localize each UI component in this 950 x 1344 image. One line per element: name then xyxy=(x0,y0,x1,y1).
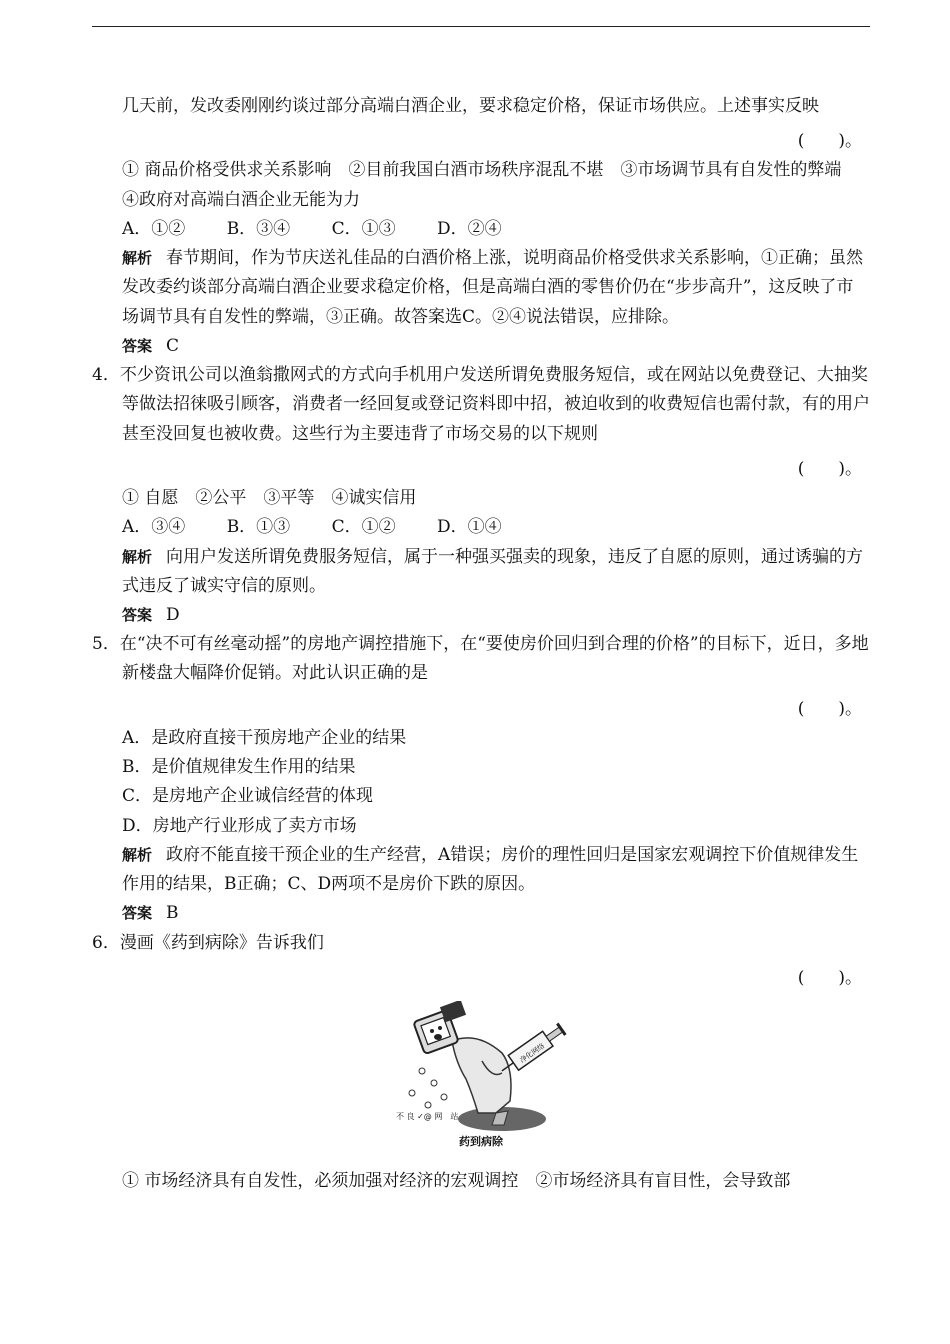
q3-option-a: A．①② xyxy=(122,218,186,239)
cartoon-eye xyxy=(430,1029,434,1033)
q3-option-c: C．①③ xyxy=(331,218,396,239)
q4-options xyxy=(92,513,870,542)
cartoon-figure-body xyxy=(452,1038,511,1113)
q5-answer xyxy=(92,899,870,928)
analysis-label: 解析 xyxy=(122,249,153,268)
q5-option-d: D．房地产行业形成了卖方市场 xyxy=(122,815,357,836)
cartoon-bit xyxy=(409,1090,415,1096)
q4-option-d: D．①④ xyxy=(437,517,502,538)
cartoon-figure xyxy=(92,1001,870,1161)
q3-answer xyxy=(92,332,870,361)
q4-analysis-text: 向用户发送所谓免费服务短信，属于一种强买强卖的现象，违反了自愿的原则，通过诱骗的方式违反了诚实守信的原则。 xyxy=(122,546,864,596)
q5-option-a: A．是政府直接干预房地产企业的结果 xyxy=(122,727,407,748)
q3-analysis-text: 春节期间，作为节庆送礼佳品的白酒价格上涨，说明商品价格受供求关系影响，①正确；虽然发改委约谈部分高端白酒企业要求稳定价格，但是高端白酒的零售价仍在“步步高升”，这反映了市场调节具有自发性的弊端，③正确。故答案选C。②④说法错误，应排除。 xyxy=(122,248,864,327)
answer-label: 答案 xyxy=(122,605,153,624)
cartoon-bit xyxy=(419,1068,425,1074)
q3-answer-value: C xyxy=(166,335,180,356)
q4-answer-paren: ( )。 xyxy=(797,458,862,479)
q5-analysis-text: 政府不能直接干预企业的生产经营，A错误；房价的理性回归是国家宏观调控下价值规律发生作用的结果，B正确；C、D两项不是房价下跌的原因。 xyxy=(122,844,859,895)
q4-answer xyxy=(92,601,870,630)
q5-stem: 5．在“决不可有丝毫动摇”的房地产调控措施下，在“要使房价回归到合理的价格”的目标下，近日，多地新楼盘大幅降价促销。对此认识正确的是 xyxy=(92,634,869,684)
cartoon-bit xyxy=(441,1094,447,1100)
q3-options xyxy=(92,215,870,244)
q5-answer-paren: ( )。 xyxy=(797,698,862,719)
analysis-label: 解析 xyxy=(122,845,153,864)
cartoon-bit xyxy=(431,1080,437,1086)
q4-stem: 4．不少资讯公司以渔翁撒网式的方式向手机用户发送所谓免费服务短信，或在网站以免费登记、大抽奖等做法招徕吸引顾客，消费者一经回复或登记资料即中招，被迫收到的收费短信也需付款，有的用户甚至没回复也被收费。这些行为主要违背了市场交易的以下规则 xyxy=(92,365,870,444)
q5-analysis xyxy=(92,841,870,899)
q3-statements: ① 商品价格受供求关系影响 ②目前我国白酒市场秩序混乱不堪 ③市场调节具有自发性的弊端 ④政府对高端白酒企业无能为力 xyxy=(122,160,859,210)
q6-statements: ① 市场经济具有自发性，必须加强对经济的宏观调控 ②市场经济具有盲目性，会导致部 xyxy=(122,1171,791,1192)
header-rule xyxy=(92,26,870,27)
q5-option-c: C．是房地产企业诚信经营的体现 xyxy=(122,786,374,807)
analysis-label: 解析 xyxy=(122,547,153,566)
q5-option-b: B．是价值规律发生作用的结果 xyxy=(122,757,356,778)
q5-answer-value: B xyxy=(166,903,179,924)
cartoon-caption: 药到病除 xyxy=(459,1135,503,1149)
q3-analysis xyxy=(92,244,870,332)
cartoon-bit xyxy=(425,1102,431,1108)
q3-stem-tail: 几天前，发改委刚刚约谈过部分高端白酒企业，要求稳定价格，保证市场供应。上述事实反映 xyxy=(122,96,819,116)
q4-statements: ① 自愿 ②公平 ③平等 ④诚实信用 xyxy=(122,488,417,509)
q4-option-a: A．③④ xyxy=(122,517,186,538)
q6-stem: 6．漫画《药到病除》告诉我们 xyxy=(92,932,324,953)
q4-option-c: C．①② xyxy=(331,517,396,538)
q3-answer-paren: ( )。 xyxy=(797,131,862,152)
syringe-label: 净化网络 xyxy=(518,1041,547,1065)
q4-analysis xyxy=(92,543,870,601)
answer-label: 答案 xyxy=(122,336,153,355)
q6-answer-paren: ( )。 xyxy=(797,967,862,988)
cartoon-mouth xyxy=(434,1034,442,1040)
answer-label: 答案 xyxy=(122,904,153,923)
q3-option-d: D．②④ xyxy=(437,218,502,239)
document-page xyxy=(92,92,870,1197)
cartoon-illustration xyxy=(392,1001,570,1151)
q4-option-b: B．①③ xyxy=(226,517,291,538)
cartoon-eye xyxy=(438,1026,442,1030)
q4-answer-value: D xyxy=(166,604,180,625)
cartoon-ground-text: 不 良 ✓@ 网 站 xyxy=(396,1112,459,1122)
q3-option-b: B．③④ xyxy=(226,218,291,239)
